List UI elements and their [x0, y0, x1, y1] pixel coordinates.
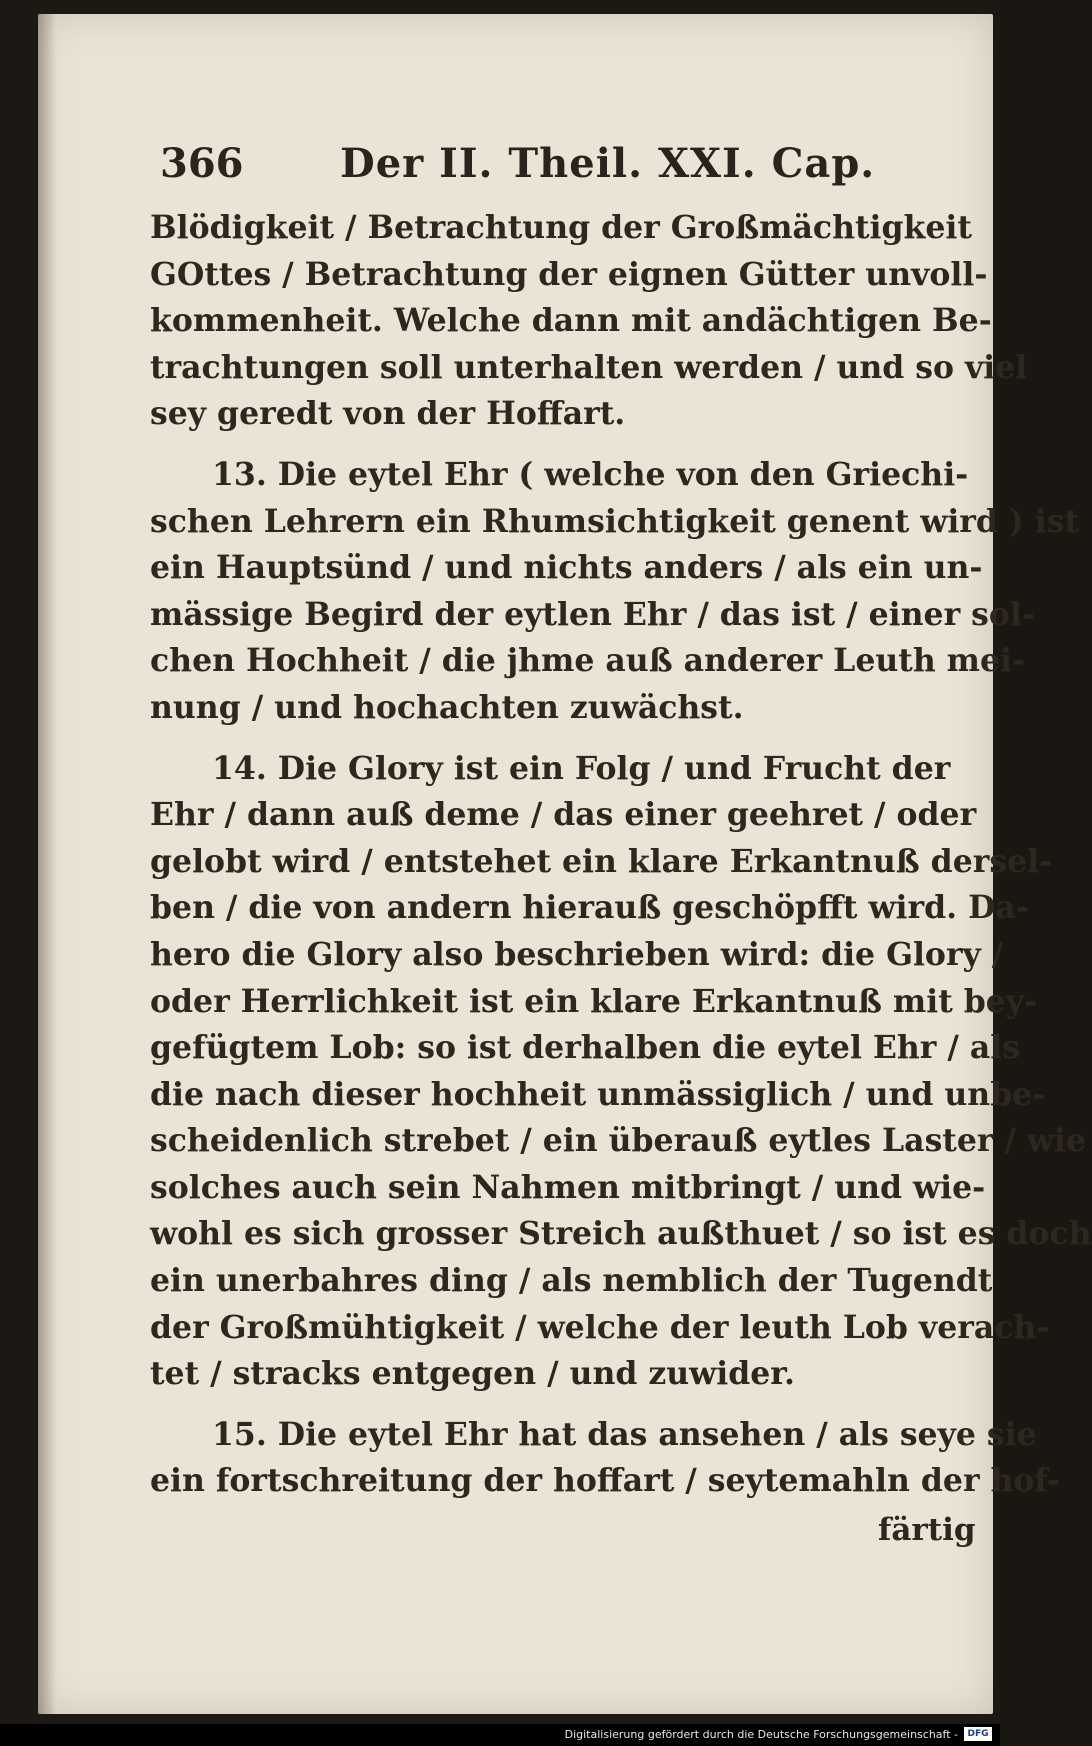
text-line: gelobt wird / entstehet ein klare Erkantnuß dersel- [150, 842, 1053, 880]
text-line: kommenheit. Welche dann mit andächtigen Be- [150, 302, 992, 340]
paragraph-13-start: 13. Die eytel Ehr ( welche von den Griechi- [212, 455, 969, 493]
text-line: ein Hauptsünd / und nichts anders / als ein un- [150, 549, 983, 587]
text-line: ein unerbahres ding / als nemblich der Tugendt [150, 1262, 993, 1300]
text-line: hero die Glory also beschrieben wird: die Glory / [150, 935, 1004, 973]
text-line: der Großmühtigkeit / welche der leuth Lob verach- [150, 1308, 1050, 1346]
text-line: ben / die von andern hierauß geschöpfft wird. Da- [150, 889, 1029, 927]
paragraph-14-start: 14. Die Glory ist ein Folg / und Frucht der [212, 749, 951, 787]
paragraph-gap [150, 438, 960, 452]
chapter-heading: Der II. Theil. XXI. Cap. [340, 140, 876, 187]
running-head [160, 140, 960, 196]
text-line: sey geredt von der Hoffart. [150, 395, 626, 433]
paragraph-gap [150, 732, 960, 746]
catchword: färtig [878, 1512, 976, 1548]
text-line: nung / und hochachten zuwächst. [150, 688, 744, 726]
text-line: solches auch sein Nahmen mitbringt / und wie- [150, 1168, 986, 1206]
text-line: trachtungen soll unterhalten werden / und so viel [150, 348, 1028, 386]
text-line: die nach dieser hochheit unmässiglich / und unbe- [150, 1075, 1046, 1113]
text-line: schen Lehrern ein Rhumsichtigkeit genent wird ) ist [150, 502, 1080, 540]
text-line: mässige Begird der eytlen Ehr / das ist / einer sol- [150, 595, 1035, 633]
dfg-logo: DFG [964, 1727, 992, 1741]
page-number: 366 [160, 140, 244, 187]
body-text [150, 205, 1092, 1505]
text-line: ein fortschreitung der hoffart / seytemahln der hof- [150, 1462, 1060, 1500]
text-line: chen Hochheit / die jhme auß anderer Leuth mei- [150, 642, 1026, 680]
text-line: Ehr / dann auß deme / das einer geehret / oder [150, 796, 977, 834]
paragraph-15-start: 15. Die eytel Ehr hat das ansehen / als seye sie [212, 1415, 1037, 1453]
text-line: oder Herrlichkeit ist ein klare Erkantnuß mit bey- [150, 982, 1038, 1020]
digitization-credit: Digitalisierung gefördert durch die Deutsche Forschungsgemeinschaft - [564, 1728, 958, 1741]
text-line: GOttes / Betrachtung der eignen Gütter unvoll- [150, 255, 988, 293]
paragraph-gap [150, 1398, 960, 1412]
gutter-shadow [38, 14, 56, 1714]
text-line: tet / stracks entgegen / und zuwider. [150, 1355, 795, 1393]
text-line: scheidenlich strebet / ein überauß eytles Laster / wie [150, 1122, 1087, 1160]
text-line: Blödigkeit / Betrachtung der Großmächtigkeit [150, 209, 972, 246]
text-line: wohl es sich grosser Streich außthuet / so ist es doch [150, 1215, 1092, 1253]
text-line: gefügtem Lob: so ist derhalben die eytel Ehr / als [150, 1029, 1020, 1067]
